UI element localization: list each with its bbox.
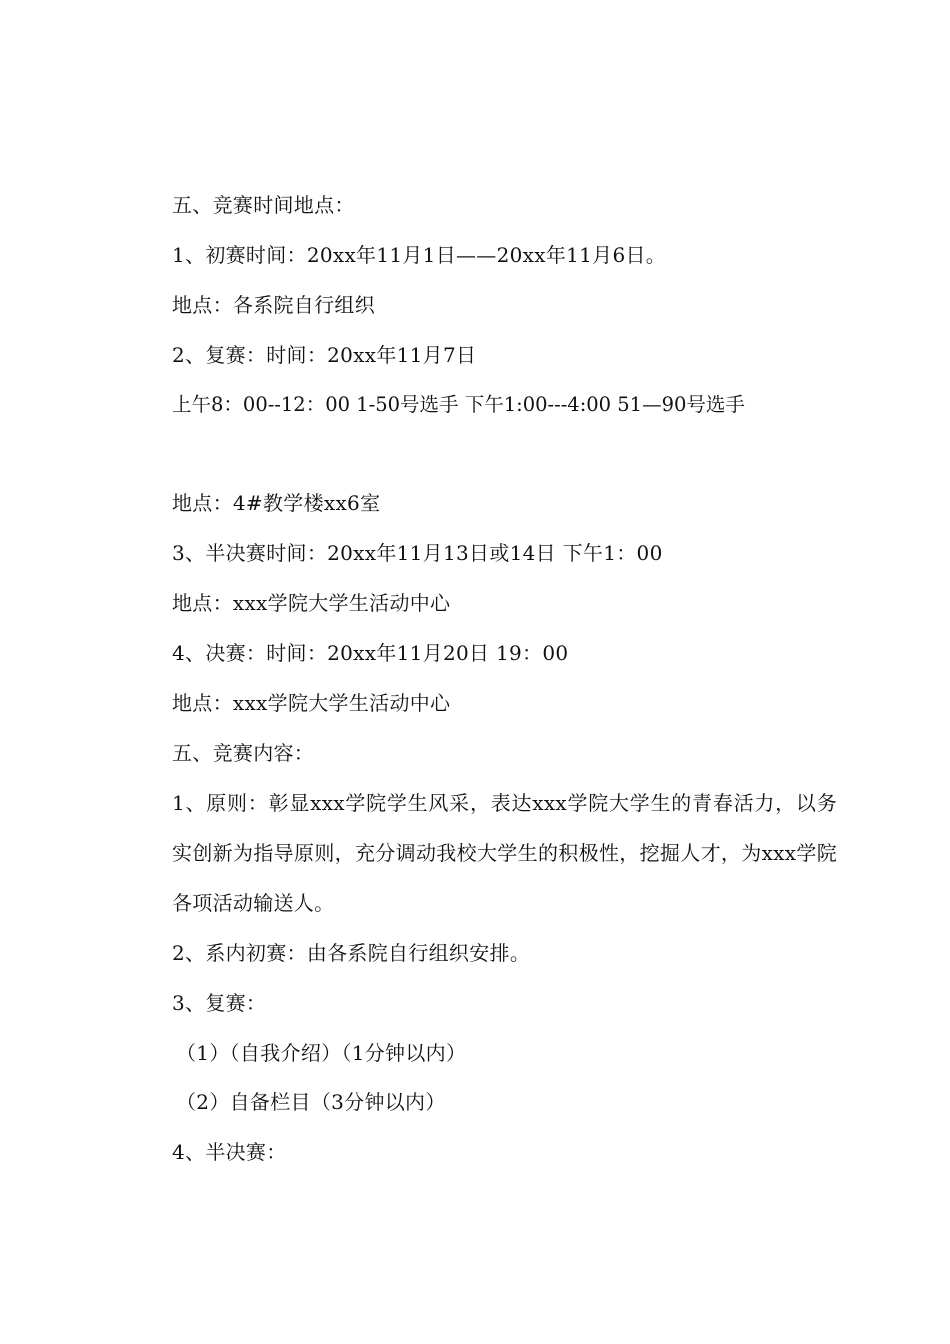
rematch-time: 2、复赛：时间：20xx年11月7日: [172, 343, 477, 367]
semifinal-location: 地点：xxx学院大学生活动中心: [172, 591, 451, 615]
section-heading-time-location: 五、竞赛时间地点：: [172, 193, 355, 217]
preliminary-time: 1、初赛时间：20xx年11月1日——20xx年11月6日。: [172, 243, 667, 267]
rematch-item-1: （1）（自我介绍）（1分钟以内）: [176, 1041, 467, 1065]
rematch-location: 地点：4#教学楼xx6室: [172, 491, 381, 515]
semifinal-heading: 4、半决赛：: [172, 1140, 287, 1164]
section-heading-content: 五、竞赛内容：: [172, 741, 315, 765]
final-time: 4、决赛：时间：20xx年11月20日 19：00: [172, 641, 569, 665]
rematch-schedule: 上午8：00--12：00 1-50号选手 下午1:00---4:00 51—90号选手: [172, 393, 745, 416]
final-location: 地点：xxx学院大学生活动中心: [172, 691, 451, 715]
principle-paragraph: 1、原则：彰显xxx学院学生风采，表达xxx学院大学生的青春活力，以务实创新为指导原则，充分调动我校大学生的积极性，挖掘人才，为xxx学院各项活动输送人。: [172, 791, 837, 915]
department-preliminary: 2、系内初赛：由各系院自行组织安排。: [172, 941, 531, 965]
rematch-item-2: （2）自备栏目（3分钟以内）: [176, 1090, 446, 1114]
rematch-heading: 3、复赛：: [172, 991, 267, 1015]
preliminary-location: 地点：各系院自行组织: [172, 293, 375, 317]
semifinal-time: 3、半决赛时间：20xx年11月13日或14日 下午1：00: [172, 541, 663, 565]
